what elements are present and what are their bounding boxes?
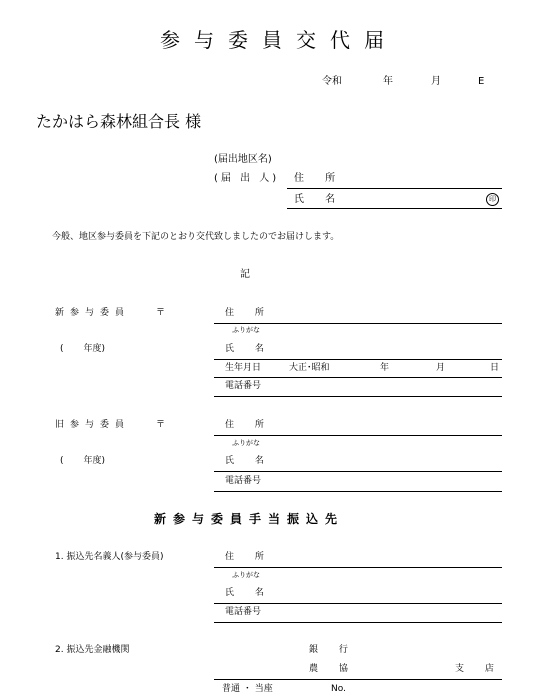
bank-label: 2. 振込先金融機関 bbox=[55, 645, 130, 655]
old-member-name-line bbox=[214, 471, 502, 472]
new-member-name-line bbox=[214, 359, 502, 360]
submitter-name-label: 氏 名 bbox=[294, 194, 345, 205]
new-member-birth-era: 大正･昭和 bbox=[289, 363, 330, 373]
holder-address-line bbox=[214, 567, 502, 568]
new-member-heading: 新参与委員 bbox=[55, 308, 131, 318]
new-member-postal: 〒 bbox=[156, 308, 166, 318]
district-label: (届出地区名) bbox=[214, 154, 272, 165]
new-member-fiscal: ( 年度) bbox=[60, 344, 106, 354]
new-member-name-label: 氏 名 bbox=[225, 344, 273, 354]
new-member-address-line bbox=[214, 323, 502, 324]
bank-branch-label: 支 店 bbox=[455, 664, 503, 674]
new-member-birth-day: 日 bbox=[490, 363, 500, 373]
old-member-phone-line bbox=[214, 491, 502, 492]
old-member-address-line bbox=[214, 435, 502, 436]
old-member-fiscal: ( 年度) bbox=[60, 456, 106, 466]
holder-phone-line bbox=[214, 622, 502, 623]
holder-name-label: 氏 名 bbox=[225, 588, 273, 598]
ki-label: 記 bbox=[240, 269, 250, 280]
seal-mark: 印 bbox=[486, 193, 499, 206]
new-member-birth-line bbox=[214, 377, 502, 378]
old-member-phone-label: 電話番号 bbox=[225, 476, 262, 486]
account-number-label: No. bbox=[331, 684, 346, 694]
old-member-name-label: 氏 名 bbox=[225, 456, 273, 466]
new-member-phone-label: 電話番号 bbox=[225, 381, 262, 391]
new-member-birth-year: 年 bbox=[380, 363, 390, 373]
old-member-furigana: ふりがな bbox=[232, 439, 260, 447]
bank-coop-label: 農 協 bbox=[309, 664, 357, 674]
holder-address-label: 住 所 bbox=[225, 552, 273, 562]
new-member-furigana: ふりがな bbox=[232, 326, 260, 334]
account-holder-label: 1. 振込先名義人(参与委員) bbox=[55, 552, 164, 562]
new-member-phone-line bbox=[214, 396, 502, 397]
date-year: 年 bbox=[383, 76, 393, 87]
old-member-postal: 〒 bbox=[156, 420, 166, 430]
new-member-birth-month: 月 bbox=[436, 363, 446, 373]
submitter-label: (届 出 人) bbox=[214, 173, 280, 184]
holder-name-line bbox=[214, 603, 502, 604]
date-day: E bbox=[478, 76, 485, 87]
old-member-address-label: 住 所 bbox=[225, 420, 273, 430]
old-member-heading: 旧参与委員 bbox=[55, 420, 131, 430]
intro-text: 今般、地区参与委員を下記のとおり交代致しましたのでお届けします。 bbox=[52, 232, 340, 242]
form-title: 参与委員交代届 bbox=[160, 28, 398, 52]
submitter-name-line bbox=[287, 208, 502, 209]
addressee: たかはら森林組合長 様 bbox=[36, 112, 202, 131]
holder-phone-label: 電話番号 bbox=[225, 607, 262, 617]
account-type: 普通 ・ 当座 bbox=[222, 684, 273, 694]
new-member-address-label: 住 所 bbox=[225, 308, 273, 318]
holder-furigana: ふりがな bbox=[232, 571, 260, 579]
submitter-address-label: 住 所 bbox=[294, 173, 345, 184]
new-member-birth-label: 生年月日 bbox=[225, 363, 262, 373]
date-month: 月 bbox=[431, 76, 441, 87]
bank-line bbox=[214, 679, 502, 680]
allowance-heading: 新参与委員手当振込先 bbox=[154, 512, 345, 526]
submitter-address-line bbox=[287, 188, 502, 189]
bank-bank-label: 銀 行 bbox=[309, 645, 357, 655]
date-era: 令和 bbox=[322, 76, 342, 87]
